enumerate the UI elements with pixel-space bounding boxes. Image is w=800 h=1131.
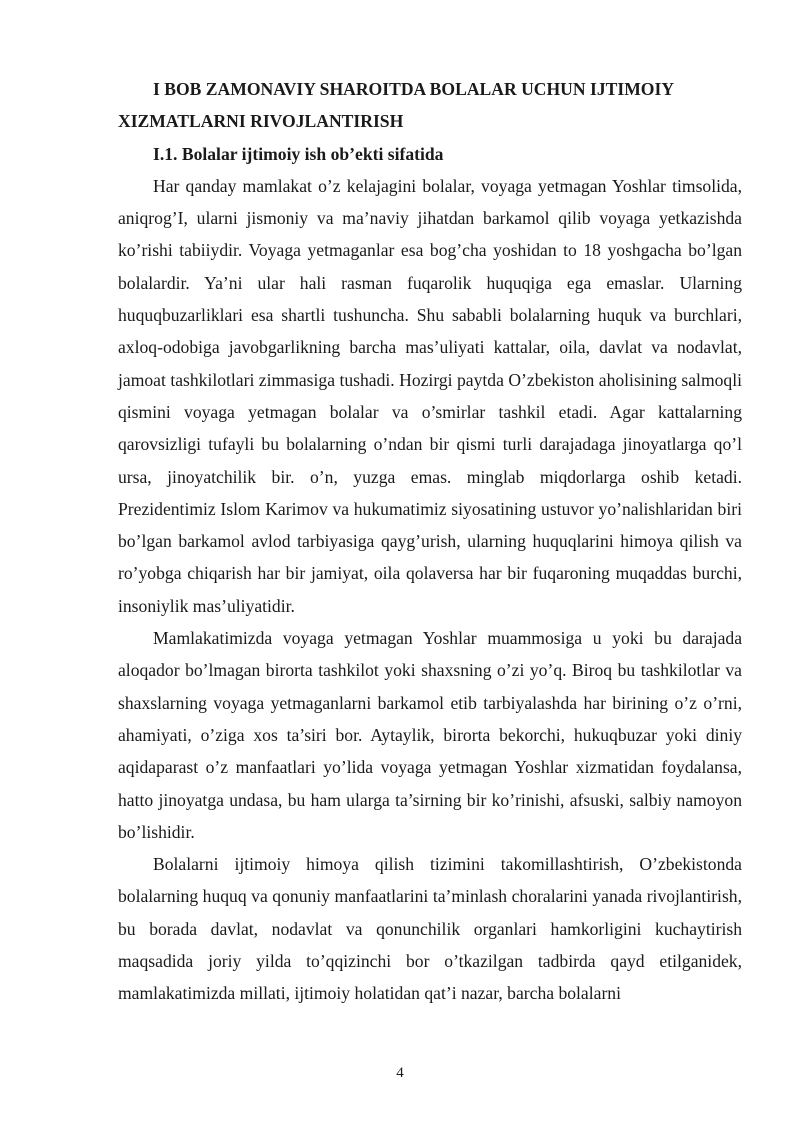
document-page xyxy=(118,73,742,1010)
paragraph-2: Mamlakatimizda voyaga yetmagan Yoshlar muammosiga u yoki bu darajada aloqador bo’lmagan birorta tashkilot yoki shaxsning o’zi yo’q. Biroq bu tashkilotlar va shaxslarning voyaga yetmaganlarni barkamol etib tarbiyalashda har birining o’z o’rni, ahamiyati, o’ziga xos ta’siri bor. Aytaylik, birorta bekorchi, hukuqbuzar yoki diniy aqidaparast o’z manfaatlari yo’lida voyaga yetmagan Yoshlar xizmatidan foydalansa, hatto jinoyatga undasa, bu ham ularga ta’sirning bir ko’rinishi, afsuski, salbiy namoyon bo’lishidir. xyxy=(118,628,742,842)
paragraph-1: Har qanday mamlakat o’z kelajagini bolalar, voyaga yetmagan Yoshlar timsolida, aniqrog’I, ularni jismoniy va ma’naviy jihatdan barkamol qilib voyaga yetkazishda ko’rishi tabiiydir. Voyaga yetmaganlar esa bog’cha yoshidan to 18 yoshgacha bo’lgan bolalardir. Ya’ni ular hali rasman fuqarolik huquqiga ega emaslar. Ularning huquqbuzarliklari esa shartli tushuncha. Shu sababli bolalarning huquk va burchlari, axloq-odobiga javobgarlikning barcha mas’uliyati kattalar, oila, davlat va nodavlat, jamoat tashkilotlari zimmasiga tushadi. Hozirgi paytda O’zbekiston aholisining salmoqli qismini voyaga yetmagan bolalar va o’smirlar tashkil etadi. Agar kattalarning qarovsizligi tufayli bu bolalarning o’ndan bir qismi turli darajadaga jinoyatlarga qo’l ursa, jinoyatchilik bir. o’n, yuzga emas. minglab miqdorlarga oshib ketadi. Prezidentimiz Islom Karimov va hukumatimiz siyosatining ustuvor yo’nalishlaridan biri bo’lgan barkamol avlod tarbiyasiga qayg’urish, ularning huquqlarini himoya qilish va ro’yobga chiqarish har bir jamiyat, oila qolaversa har bir fuqaroning muqaddas burchi, insoniylik mas’uliyatidir. xyxy=(118,175,742,616)
section-title: I.1. Bolalar ijtimoiy ish ob’ekti sifatida xyxy=(153,143,444,164)
chapter-title: I BOB ZAMONAVIY SHAROITDA BOLALAR UCHUN IJTIMOIY XIZMATLARNI RIVOJLANTIRISH xyxy=(118,79,674,132)
paragraph-3: Bolalarni ijtimoiy himoya qilish tizimini takomillashtirish, O’zbekistonda bolalarning huquq va qonuniy manfaatlarini ta’minlash choralarini yanada rivojlantirish, bu borada davlat, nodavlat va qonunchilik organlari hamkorligini kuchaytirish maqsadida joriy yilda to’qqizinchi bor o’tkazilgan tadbirda qayd etilganidek, mamlakatimizda millati, ijtimoiy holatidan qat’i nazar, barcha bolalarni xyxy=(118,854,742,1004)
page-number: 4 xyxy=(396,1065,404,1081)
